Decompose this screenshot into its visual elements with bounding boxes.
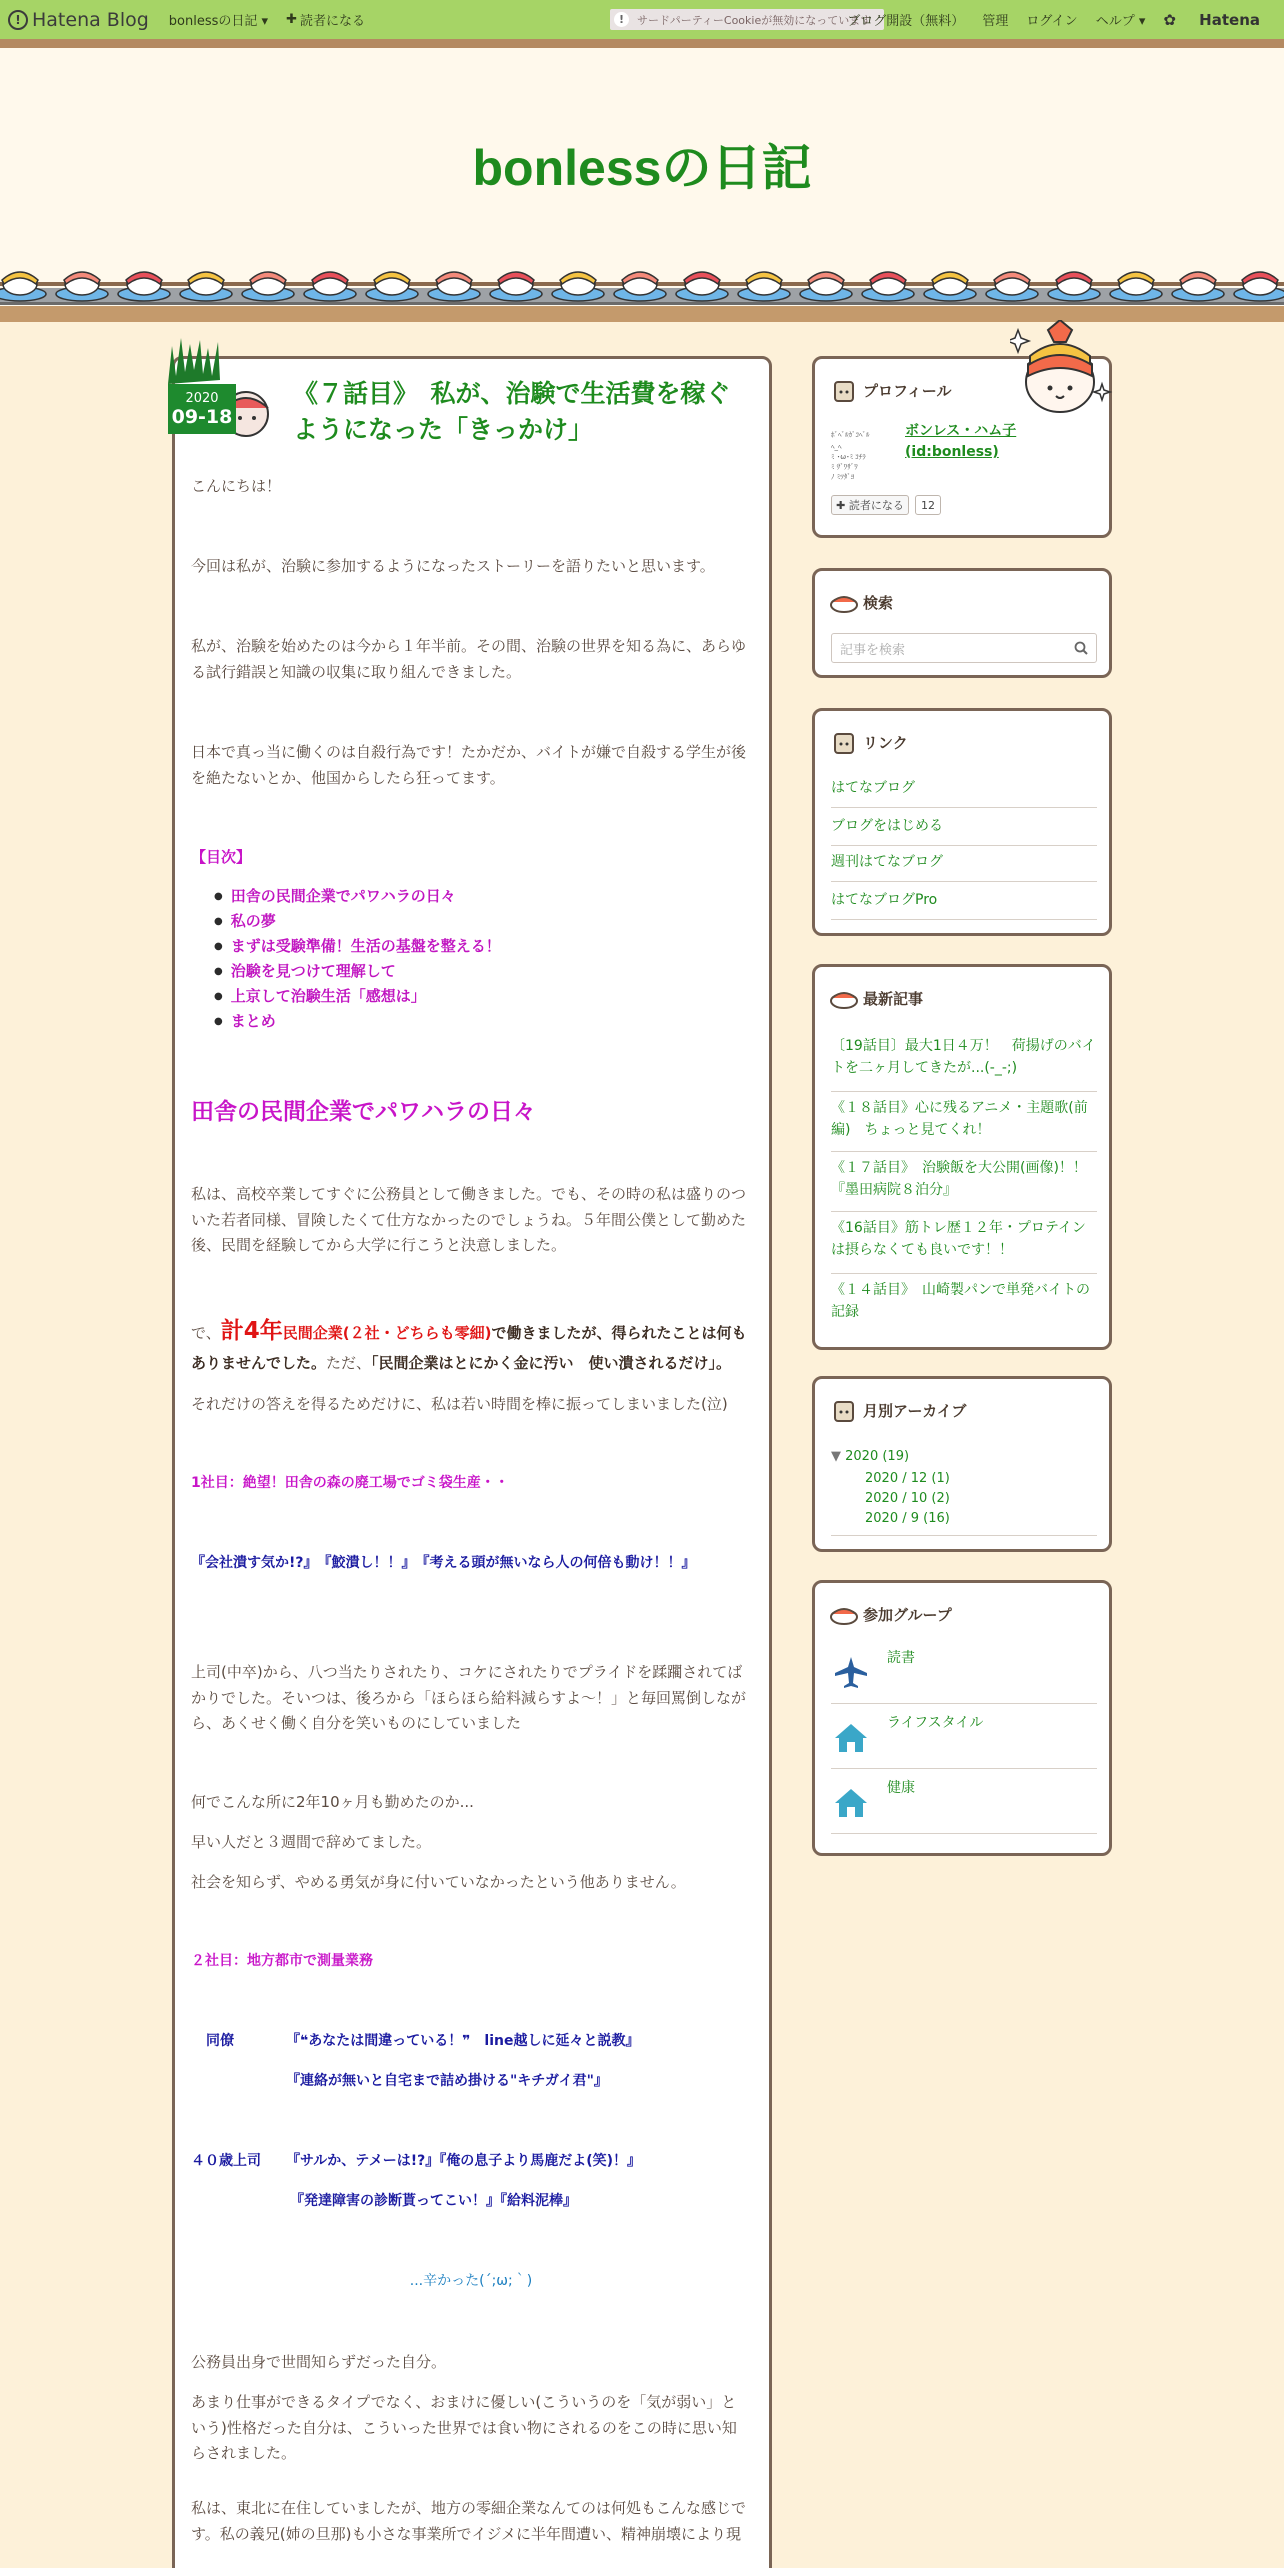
links-module: リンク はてなブログ ブログをはじめる 週刊はてなブログ はてなブログPro — [812, 708, 1112, 936]
plus-icon: ✚ — [836, 498, 849, 512]
divider — [831, 1091, 1097, 1092]
reader-count: 12 — [915, 495, 941, 515]
svg-text:ﾎﾞﾍﾞﾙｶﾞｺﾍﾞﾙ: ﾎﾞﾍﾞﾙｶﾞｺﾍﾞﾙ — [831, 431, 870, 439]
recent-entry-link[interactable]: 《16話目》筋トレ歴１２年・プロテインは摂らなくても良いです！！ — [831, 1220, 1086, 1259]
divider — [831, 1535, 1097, 1536]
create-blog-link[interactable]: ブログ開設（無料） — [847, 14, 965, 29]
toc-item[interactable]: ● まずは受験準備！生活の基盤を整える！ — [232, 934, 501, 959]
group-item[interactable]: ライフスタイル — [831, 1704, 1097, 1769]
group-item[interactable]: 読書 — [831, 1639, 1097, 1704]
entry-date[interactable]: 2020 09-18 — [168, 384, 236, 434]
quote: 『サルか、テメーは!?』『俺の息子より馬鹿だよ(笑)！』 — [286, 2153, 642, 2169]
svg-text:ﾐ ｻﾞﾜｻﾞﾜ: ﾐ ｻﾞﾜｻﾞﾜ — [831, 463, 858, 471]
entry-card — [172, 356, 772, 2568]
divider — [831, 845, 1097, 846]
triangle-down-icon: ▼ — [831, 1449, 846, 1464]
paragraph: 今回は私が、治験に参加するようになったストーリーを語りたいと思います。 — [191, 557, 715, 575]
profile-id-link[interactable]: (id:bonless) — [905, 444, 999, 460]
sidebar-link[interactable]: はてなブログ — [831, 780, 915, 796]
entry-title[interactable]: 《７話目》 私が、治験で生活費を稼ぐようになった「きっかけ」 — [293, 379, 731, 445]
sushi-icon — [829, 985, 859, 1011]
paragraph: 社会を知らず、やめる勇気が身に付いていなかったという他ありません。 — [191, 1873, 686, 1891]
toc-item[interactable]: ● 田舎の民間企業でパワハラの日々 — [232, 884, 501, 909]
search-module: 検索 記事を検索 — [812, 568, 1112, 678]
divider — [831, 881, 1097, 882]
divider — [831, 919, 1097, 920]
profile-module: プロフィール ﾎﾞﾍﾞﾙｶﾞｺﾍﾞﾙ ﾍ_ﾍ ﾐ ･ω･ﾐ ｺﾁﾗ ﾐ ｻﾞﾜｻﾞﾜ ﾉ ﾐﾂﾀﾞﾖ ボンレス・ハム子 (id:bonless) ✚ 読者になる 12 — [812, 356, 1112, 538]
subscribe-button[interactable]: ✚ 読者になる — [831, 495, 909, 515]
house-icon — [833, 1720, 869, 1754]
airplane-icon — [833, 1655, 869, 1689]
blog-header — [0, 48, 1284, 260]
paragraph: 上司(中卒)から、八つ当たりされたり、コケにされたりでプライドを蹂躙されてばかりでした。そいつは、後ろから「ほらほら給料減らすよ～！」と毎回罵倒しながら、あくせく働く自分を笑いものにしていました — [191, 1663, 747, 1732]
paragraph-highlight: で、計4年民間企業(２社・どちらも零細)で働きましたが、得られたことは何もありませんでした。ただ、「民間企業はとにかく金に汚い 使い潰されるだけ」。 — [191, 1318, 747, 1373]
toc-heading: 【目次】 — [191, 848, 252, 866]
blog-title[interactable]: bonlessの日記 — [472, 140, 812, 196]
quote: 『会社潰す気か!?』 『鮫潰し！！』 『考える頭が無いなら人の何倍も動け！！』 — [191, 1555, 696, 1571]
sushi-cup-icon — [829, 729, 859, 755]
sushi-icon — [829, 589, 859, 615]
plus-icon: ✚ — [286, 12, 297, 27]
archive-month-link[interactable]: 2020 / 9 (16) — [865, 1511, 950, 1526]
paragraph: あまり仕事ができるタイプでなく、おまけに優しい(こういうのを「気が弱い」という)性格だった自分は、こういった世界では食い物にされるのをこの時に思い知らされました。 — [191, 2393, 737, 2462]
hatena-home-link[interactable]: ✿ Hatena — [1163, 10, 1260, 29]
sigh-text: ...辛かった(´;ω;｀) — [409, 2273, 533, 2289]
avatar[interactable] — [829, 425, 899, 481]
quote: 『❝あなたは間違っている！❞ line越しに延々と説教』 — [286, 2033, 640, 2049]
recent-entries-module: 最新記事 〔19話目〕最大1日４万！ 荷揚げのバイトを二ヶ月してきたが...(-_-;) 《１８話目》心に残るアニメ・主題歌(前編) ちょっと見てくれ！ 《１７話目》 治験飯を大公開(画像)！！『墨田病院８泊分』 《16話目》筋トレ歴１２年・プロテインは摂らなくても良いです！！ 《１４話目》 山崎製パンで単発バイトの記録 — [812, 964, 1112, 1350]
archive-month-link[interactable]: 2020 / 10 (2) — [865, 1491, 950, 1506]
paragraph: 日本で真っ当に働くのは自殺行為です！たかだか、バイトが嫌で自殺する学生が後を絶たないとか、他国からしたら狂ってます。 — [191, 743, 747, 787]
divider — [831, 1273, 1097, 1274]
quote: 『連絡が無いと自宅まで詰め掛ける"キチガイ君"』 — [286, 2073, 608, 2089]
coworker-label: 同僚 — [206, 2033, 234, 2049]
blog-menu-dropdown[interactable]: bonlessの日記 ▾ — [168, 14, 269, 29]
sushi-conveyor-decoration — [0, 260, 1284, 322]
company-heading: 1社目：絶望！田舎の森の廃工場でゴミ袋生産・・ — [191, 1475, 509, 1491]
sushi-mascot-decoration — [1010, 320, 1114, 416]
recent-entry-link[interactable]: 《１８話目》心に残るアニメ・主題歌(前編) ちょっと見てくれ！ — [831, 1100, 1088, 1139]
sushi-cup-icon — [829, 377, 859, 403]
table-of-contents — [232, 884, 501, 1034]
paragraph: 早い人だと３週間で辞めてました。 — [191, 1833, 432, 1851]
profile-name-link[interactable]: ボンレス・ハム子 — [905, 423, 1017, 439]
group-item[interactable]: 健康 — [831, 1769, 1097, 1834]
divider — [831, 1211, 1097, 1212]
paragraph: 私が、治験を始めたのは今から１年半前。その間、治験の世界を知る為に、あらゆる試行錯誤と知識の収集に取り組んできました。 — [191, 637, 747, 681]
paragraph: 私は、高校卒業してすぐに公務員として働きました。でも、その時の私は盛りのついた若者同様、冒険したくて仕方なかったのでしょうね。５年間公僕として勤めた後、民間を経験してから大学に行こうと決意しました。 — [191, 1185, 747, 1254]
quote: 『発達障害の診断貰ってこい！』『給料泥棒』 — [290, 2193, 577, 2209]
svg-text:ﾍ_ﾍ: ﾍ_ﾍ — [831, 443, 842, 451]
paragraph: それだけの答えを得るためだけに、私は若い時間を棒に振ってしまいました(泣) — [191, 1395, 728, 1413]
paragraph: こんにちは！ — [191, 477, 282, 495]
sushi-cup-icon — [829, 1397, 859, 1423]
sidebar-link[interactable]: ブログをはじめる — [831, 818, 943, 834]
groups-module: 参加グループ 読書 ライフスタイル 健康 — [812, 1580, 1112, 1856]
search-icon[interactable] — [1074, 641, 1088, 655]
company-heading: ２社目：地方都市で測量業務 — [191, 1953, 373, 1969]
hatena-mark-icon: ✿ — [1163, 10, 1176, 29]
warning-icon: ! — [614, 12, 629, 27]
toc-item[interactable]: ● 私の夢 — [232, 909, 501, 934]
recent-entry-link[interactable]: 〔19話目〕最大1日４万！ 荷揚げのバイトを二ヶ月してきたが...(-_-;) — [831, 1038, 1096, 1077]
cookie-notice[interactable]: ! サードパーティーCookieが無効になっています — [610, 9, 884, 30]
login-link[interactable]: ログイン — [1026, 14, 1078, 29]
global-header — [0, 0, 1284, 39]
header-border — [0, 39, 1284, 48]
divider — [831, 807, 1097, 808]
toc-item[interactable]: ● 上京して治験生活「感想は」 — [232, 984, 501, 1009]
sushi-icon — [829, 1601, 859, 1627]
paragraph: 私は、東北に在住していましたが、地方の零細企業なんてのは何処もこんな感じです。私の義兄(姉の旦那)も小さな事業所でイジメに半年間遭い、精神崩壊により現 — [191, 2499, 747, 2543]
subscribe-link[interactable]: ✚ 読者になる — [286, 12, 365, 29]
admin-link[interactable]: 管理 — [982, 14, 1009, 29]
hatena-logo-icon: ! — [8, 10, 28, 30]
recent-entry-link[interactable]: 《１７話目》 治験飯を大公開(画像)！！『墨田病院８泊分』 — [831, 1160, 1087, 1199]
toc-item[interactable]: ● まとめ — [232, 1009, 501, 1034]
archive-year-toggle[interactable]: ▼ 2020 (19) — [831, 1449, 910, 1464]
boss-label: ４０歳上司 — [191, 2153, 261, 2169]
hatena-blog-logo[interactable]: ! Hatena Blog — [8, 9, 149, 31]
svg-text:ﾉ ﾐﾂﾀﾞﾖ: ﾉ ﾐﾂﾀﾞﾖ — [831, 473, 855, 481]
svg-text:ﾐ ･ω･ﾐ ｺﾁﾗ: ﾐ ･ω･ﾐ ｺﾁﾗ — [831, 453, 866, 461]
toc-item[interactable]: ● 治験を見つけて理解して — [232, 959, 501, 984]
paragraph: 公務員出身で世間知らずだった自分。 — [191, 2353, 447, 2371]
recent-entry-link[interactable]: 《１４話目》 山崎製パンで単発バイトの記録 — [831, 1282, 1090, 1321]
divider — [831, 1151, 1097, 1152]
house-icon — [833, 1785, 869, 1819]
sidebar-link[interactable]: はてなブログPro — [831, 892, 938, 908]
archive-month-link[interactable]: 2020 / 12 (1) — [865, 1471, 950, 1486]
paragraph: 何でこんな所に2年10ヶ月も勤めたのか... — [191, 1793, 474, 1811]
sidebar-link[interactable]: 週刊はてなブログ — [831, 854, 943, 870]
archive-module: 月別アーカイブ ▼ 2020 (19) 2020 / 12 (1) 2020 / 10 (2) 2020 / 9 (16) — [812, 1376, 1112, 1552]
section-heading: 田舎の民間企業でパワハラの日々 — [191, 1099, 536, 1125]
search-input[interactable]: 記事を検索 — [831, 633, 1097, 663]
help-dropdown[interactable]: ヘルプ ▾ — [1095, 14, 1146, 29]
